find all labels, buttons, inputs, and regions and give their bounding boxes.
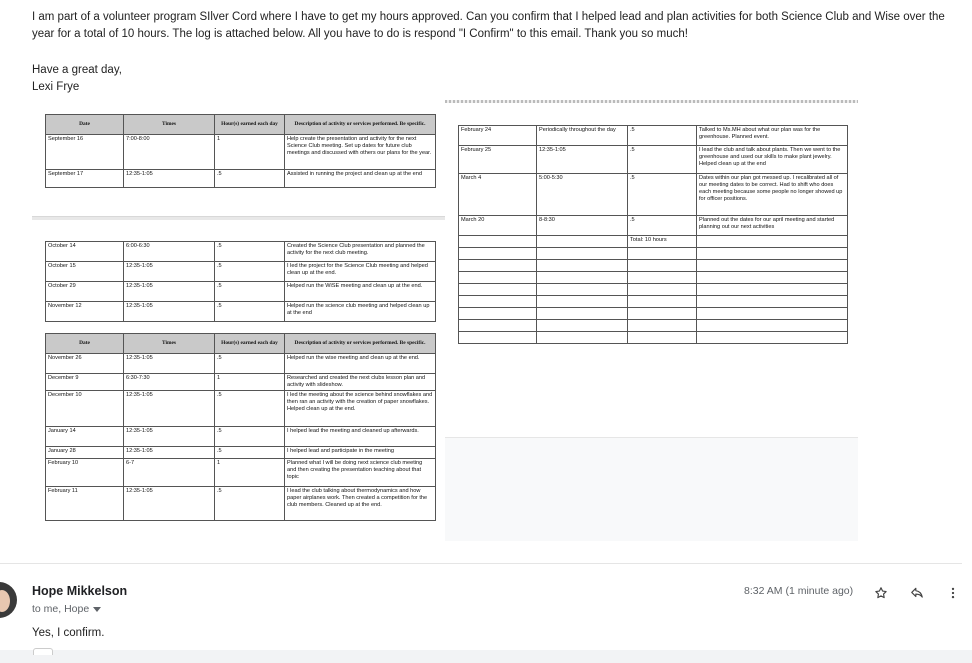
log-row bbox=[459, 216, 848, 236]
log-row bbox=[46, 459, 436, 487]
log-cell bbox=[628, 332, 697, 344]
log-image-left bbox=[32, 96, 445, 540]
log-row bbox=[459, 174, 848, 216]
log-header-cell: Date bbox=[46, 115, 124, 135]
log-header-cell: Description of activity or services performed. Be specific. bbox=[285, 115, 436, 135]
more-vert-icon bbox=[946, 586, 960, 600]
log-cell: 12:35-1:05 bbox=[124, 391, 215, 427]
reply-icon bbox=[910, 586, 924, 600]
log-row bbox=[46, 487, 436, 521]
log-cell: I lead the club and talk about plants. Then we went to the greenhouse and used our skills to make plant jewelry. Helped clean up at the end bbox=[697, 146, 848, 174]
log-cell: Helped run the WiSE meeting and clean up at the end. bbox=[285, 282, 436, 302]
log-cell: I helped lead and participate in the meeting bbox=[285, 447, 436, 459]
log-cell bbox=[459, 248, 537, 260]
image-blank-area bbox=[445, 437, 858, 541]
log-cell: March 4 bbox=[459, 174, 537, 216]
page-divider bbox=[32, 216, 445, 220]
email-message: I am part of a volunteer program SIlver Cord where I have to get my hours approved. Can you confirm that I helped lead and plan activities for both Science Club and Wise over the year for a total of 10 hours. The log is attached below. All you have to do is respond "I Confirm" to this email. Thank you so much! bbox=[32, 11, 945, 40]
log-row bbox=[46, 262, 436, 282]
log-cell bbox=[537, 260, 628, 272]
log-cell: 12:35-1:05 bbox=[124, 427, 215, 447]
log-empty-row bbox=[459, 248, 848, 260]
log-cell: 12:35-1:05 bbox=[124, 447, 215, 459]
log-row bbox=[46, 302, 436, 322]
log-row bbox=[46, 427, 436, 447]
log-empty-row bbox=[459, 296, 848, 308]
log-cell: I led the project for the Science Club meeting and helped clean up at the end. bbox=[285, 262, 436, 282]
log-cell: Planned out the dates for our april meeting and started planning out our next activities bbox=[697, 216, 848, 236]
log-cell: 12:35-1:05 bbox=[124, 170, 215, 188]
page-top-edge bbox=[445, 100, 858, 103]
log-cell: October 15 bbox=[46, 262, 124, 282]
recipients-text: to me, Hope bbox=[32, 603, 90, 615]
log-empty-row bbox=[459, 308, 848, 320]
log-row bbox=[46, 374, 436, 391]
log-row bbox=[46, 282, 436, 302]
log-cell bbox=[697, 296, 848, 308]
log-cell bbox=[628, 296, 697, 308]
log-cell bbox=[628, 260, 697, 272]
log-cell bbox=[697, 272, 848, 284]
log-cell bbox=[697, 284, 848, 296]
avatar[interactable] bbox=[0, 582, 17, 618]
log-cell: 1 bbox=[215, 135, 285, 170]
email-signature: Lexi Frye bbox=[32, 81, 80, 93]
log-cell: 6:30-7:30 bbox=[124, 374, 215, 391]
log-cell: .5 bbox=[628, 174, 697, 216]
log-cell: 12:35-1:05 bbox=[124, 262, 215, 282]
log-cell: .5 bbox=[215, 391, 285, 427]
log-table-3 bbox=[45, 333, 436, 521]
log-cell bbox=[537, 296, 628, 308]
log-cell bbox=[459, 260, 537, 272]
log-row bbox=[46, 242, 436, 262]
log-cell bbox=[628, 308, 697, 320]
log-cell: Periodically throughout the day bbox=[537, 126, 628, 146]
log-cell: Helped run the science club meeting and helped clean up at the end bbox=[285, 302, 436, 322]
log-header-cell: Hour(s) earned each day bbox=[215, 115, 285, 135]
log-row bbox=[459, 126, 848, 146]
log-header-cell: Hour(s) earned each day bbox=[215, 334, 285, 354]
log-cell: Researched and created the next clubs lesson plan and activity with slideshow. bbox=[285, 374, 436, 391]
log-empty-row bbox=[459, 320, 848, 332]
log-cell: I helped lead the meeting and cleaned up afterwards. bbox=[285, 427, 436, 447]
log-cell: Created the Science Club presentation and planned the activity for the next club meeting. bbox=[285, 242, 436, 262]
log-header-cell: Times bbox=[124, 115, 215, 135]
log-cell: November 26 bbox=[46, 354, 124, 374]
log-empty-row bbox=[459, 272, 848, 284]
log-cell: 12:35-1:05 bbox=[124, 282, 215, 302]
email-closing: Have a great day, bbox=[32, 64, 122, 76]
log-cell: October 29 bbox=[46, 282, 124, 302]
bottom-bar bbox=[0, 650, 972, 663]
log-cell: February 25 bbox=[459, 146, 537, 174]
log-cell: Dates within our plan got messed up. I recalibrated all of our meeting dates to be correct. Had to shift who does each meeting because some people no longer showed up for officer positions. bbox=[697, 174, 848, 216]
log-header-cell: Date bbox=[46, 334, 124, 354]
log-cell: .5 bbox=[215, 487, 285, 521]
log-cell: 1 bbox=[215, 374, 285, 391]
log-cell: 1 bbox=[215, 459, 285, 487]
log-empty-row bbox=[459, 284, 848, 296]
log-row bbox=[46, 135, 436, 170]
log-cell: .5 bbox=[215, 170, 285, 188]
log-cell: .5 bbox=[215, 354, 285, 374]
log-cell bbox=[459, 296, 537, 308]
log-cell bbox=[537, 236, 628, 248]
log-cell: .5 bbox=[628, 126, 697, 146]
log-cell bbox=[459, 284, 537, 296]
log-cell bbox=[697, 236, 848, 248]
log-cell: 5:00-5:30 bbox=[537, 174, 628, 216]
reply-button[interactable] bbox=[908, 584, 926, 602]
log-row bbox=[459, 146, 848, 174]
log-cell bbox=[697, 308, 848, 320]
log-cell: November 12 bbox=[46, 302, 124, 322]
recipients-line[interactable] bbox=[32, 603, 101, 615]
log-row bbox=[46, 447, 436, 459]
log-cell bbox=[537, 332, 628, 344]
log-row bbox=[46, 354, 436, 374]
log-cell: Planned what I will be doing next science club meeting and then creating the presentation teaching about that topic bbox=[285, 459, 436, 487]
message-separator bbox=[0, 563, 962, 564]
log-cell bbox=[628, 248, 697, 260]
log-header-cell: Description of activity or services performed. Be specific. bbox=[285, 334, 436, 354]
log-cell: .5 bbox=[628, 146, 697, 174]
log-table-4 bbox=[458, 125, 848, 344]
log-cell: 12:35-1:05 bbox=[124, 354, 215, 374]
log-cell: February 11 bbox=[46, 487, 124, 521]
log-cell: October 14 bbox=[46, 242, 124, 262]
log-row bbox=[46, 391, 436, 427]
log-cell bbox=[697, 248, 848, 260]
log-cell bbox=[697, 260, 848, 272]
log-cell: September 17 bbox=[46, 170, 124, 188]
log-cell: 6:00-6:30 bbox=[124, 242, 215, 262]
log-cell: March 20 bbox=[459, 216, 537, 236]
log-cell bbox=[459, 332, 537, 344]
star-button[interactable] bbox=[872, 584, 890, 602]
log-cell: I led the meeting about the science behind snowflakes and then ran an activity with the creation of paper snowflakes. Helped clean up at the end. bbox=[285, 391, 436, 427]
log-cell: February 24 bbox=[459, 126, 537, 146]
log-cell: .5 bbox=[215, 242, 285, 262]
log-cell bbox=[537, 248, 628, 260]
dropdown-caret-icon[interactable] bbox=[93, 607, 101, 612]
log-cell: Help create the presentation and activity for the next Science Club meeting. Set up dates for future club meetings and discussed with others our plans for the year. bbox=[285, 135, 436, 170]
log-cell: 12:35-1:05 bbox=[537, 146, 628, 174]
log-cell bbox=[697, 332, 848, 344]
log-cell bbox=[537, 308, 628, 320]
log-cell bbox=[628, 284, 697, 296]
log-cell: 12:35-1:05 bbox=[124, 487, 215, 521]
log-cell: .5 bbox=[215, 427, 285, 447]
log-cell bbox=[697, 320, 848, 332]
log-cell: Helped run the wise meeting and clean up at the end. bbox=[285, 354, 436, 374]
trimmed-content-button[interactable] bbox=[33, 648, 53, 655]
log-cell bbox=[537, 320, 628, 332]
log-cell bbox=[459, 272, 537, 284]
log-cell: December 9 bbox=[46, 374, 124, 391]
log-cell: I lead the club talking about thermodynamics and how paper airplanes work. Then created a competition for the club members. Cleaned up at the end. bbox=[285, 487, 436, 521]
log-cell: .5 bbox=[215, 447, 285, 459]
log-cell: Assisted in running the project and clean up at the end bbox=[285, 170, 436, 188]
log-cell: 12:35-1:05 bbox=[124, 302, 215, 322]
log-cell: Talked to Ms.MH about what our plan was for the greenhouse. Planned event. bbox=[697, 126, 848, 146]
log-cell bbox=[459, 320, 537, 332]
log-row bbox=[46, 170, 436, 188]
log-cell: January 28 bbox=[46, 447, 124, 459]
log-cell bbox=[628, 272, 697, 284]
log-cell bbox=[459, 236, 537, 248]
log-table-1 bbox=[45, 114, 436, 188]
log-empty-row bbox=[459, 332, 848, 344]
log-cell bbox=[537, 272, 628, 284]
log-header-cell: Times bbox=[124, 334, 215, 354]
log-empty-row bbox=[459, 260, 848, 272]
log-total-cell: Total: 10 hours bbox=[628, 236, 697, 248]
log-cell: 8-8:30 bbox=[537, 216, 628, 236]
log-cell: .5 bbox=[215, 302, 285, 322]
log-cell: 7:00-8:00 bbox=[124, 135, 215, 170]
reply-body: Yes, I confirm. bbox=[32, 627, 105, 639]
log-cell: .5 bbox=[628, 216, 697, 236]
email-body bbox=[32, 9, 964, 96]
log-total-row bbox=[459, 236, 848, 248]
log-cell: .5 bbox=[215, 282, 285, 302]
log-cell: January 14 bbox=[46, 427, 124, 447]
star-icon bbox=[874, 586, 888, 600]
log-cell bbox=[537, 284, 628, 296]
sender-name[interactable]: Hope Mikkelson bbox=[32, 584, 128, 598]
log-cell bbox=[628, 320, 697, 332]
log-cell: December 10 bbox=[46, 391, 124, 427]
log-cell: February 10 bbox=[46, 459, 124, 487]
log-cell bbox=[459, 308, 537, 320]
log-cell: 6-7 bbox=[124, 459, 215, 487]
log-table-2 bbox=[45, 241, 436, 322]
message-timestamp: 8:32 AM (1 minute ago) bbox=[744, 585, 854, 597]
more-options-button[interactable] bbox=[944, 584, 962, 602]
log-cell: September 16 bbox=[46, 135, 124, 170]
log-cell: .5 bbox=[215, 262, 285, 282]
